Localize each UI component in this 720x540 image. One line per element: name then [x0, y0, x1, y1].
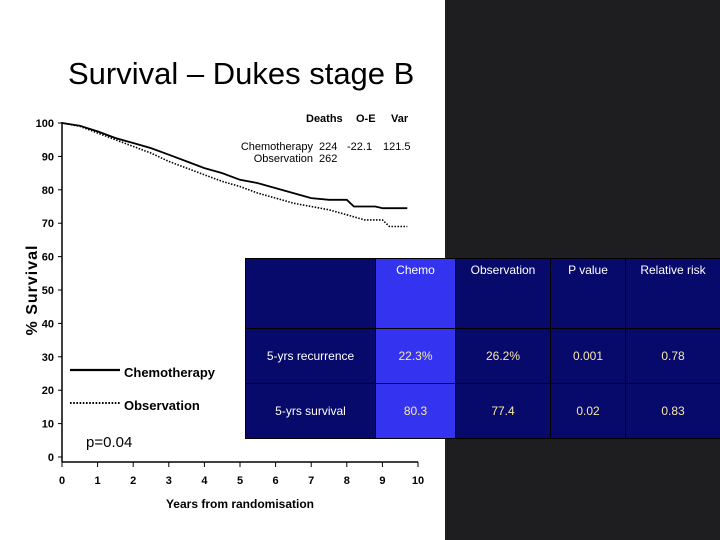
- series-lines: [62, 123, 407, 227]
- p-value-annotation: p=0.04: [86, 434, 133, 451]
- header-chemo: Chemo: [376, 259, 456, 329]
- legend-obs-label: Observation: [124, 398, 200, 413]
- y-axis-label-group: [24, 245, 41, 336]
- cell-recurrence-relative-risk: 0.78: [626, 329, 720, 384]
- header-relative-risk: Relative risk: [626, 259, 720, 329]
- y-tick-label: 20: [41, 385, 54, 398]
- stats-obs-deaths: 262: [319, 153, 338, 165]
- x-tick-label: 6: [272, 475, 279, 487]
- x-tick-label: 1: [94, 475, 101, 487]
- cell-survival-observation: 77.4: [456, 384, 551, 439]
- stats-chemo-deaths: 224: [319, 141, 338, 153]
- cell-recurrence-observation: 26.2%: [456, 329, 551, 384]
- x-axis-ticks: [59, 462, 424, 487]
- stats-chemo-oe: -22.1: [347, 141, 373, 153]
- x-tick-label: 3: [165, 475, 172, 487]
- series-line-observation: [62, 123, 407, 227]
- x-tick-label: 9: [379, 475, 386, 487]
- x-tick-label: 10: [411, 475, 425, 487]
- stats-chemo-var: 121.5: [383, 141, 411, 153]
- x-tick-label: 0: [58, 475, 66, 487]
- results-table: [245, 258, 720, 439]
- y-tick-label: 70: [41, 218, 54, 231]
- x-tick-label: 7: [308, 475, 315, 487]
- stats-header-deaths: Deaths: [306, 113, 343, 125]
- cell-recurrence-chemo: 22.3%: [376, 329, 456, 384]
- series-line-chemotherapy: [62, 123, 407, 208]
- cell-recurrence-p-value: 0.001: [551, 329, 626, 384]
- y-tick-label: 40: [41, 318, 54, 331]
- header-corner: [246, 259, 376, 329]
- stats-row-label-chemo: Chemotherapy: [240, 141, 313, 153]
- x-axis-label: Years from randomisation: [165, 497, 315, 511]
- chart-title: Survival – Dukes stage B: [68, 56, 415, 91]
- x-tick-label: 5: [236, 475, 244, 487]
- row-label-recurrence: 5-yrs recurrence: [246, 329, 376, 384]
- x-tick-label: 8: [343, 475, 350, 487]
- cell-survival-relative-risk: 0.83: [626, 384, 720, 439]
- row-label-survival: 5-yrs survival: [246, 384, 376, 439]
- y-tick-label: 90: [41, 151, 54, 164]
- header-observation: Observation: [456, 259, 551, 329]
- table-row: [246, 329, 720, 384]
- y-tick-label: 60: [41, 251, 54, 264]
- y-tick-label: 30: [41, 351, 54, 364]
- x-tick-label: 2: [130, 475, 137, 487]
- header-p-value: P value: [551, 259, 626, 329]
- stats-header-var: Var: [391, 113, 409, 125]
- y-tick-label: 100: [35, 118, 54, 130]
- y-tick-label: 80: [41, 184, 54, 197]
- results-header-row: [246, 259, 720, 329]
- x-tick-label: 4: [201, 475, 208, 487]
- y-tick-label: 50: [41, 285, 54, 297]
- y-tick-label: 0: [47, 452, 54, 464]
- table-row: [246, 384, 720, 439]
- cell-survival-chemo: 80.3: [376, 384, 456, 439]
- legend-chemo-label: Chemotherapy: [124, 365, 216, 380]
- stats-header-oe: O-E: [356, 113, 376, 125]
- stats-row-label-obs: Observation: [253, 153, 313, 165]
- y-tick-label: 10: [41, 418, 54, 431]
- cell-survival-p-value: 0.02: [551, 384, 626, 439]
- y-axis-label: % Survival: [24, 244, 41, 336]
